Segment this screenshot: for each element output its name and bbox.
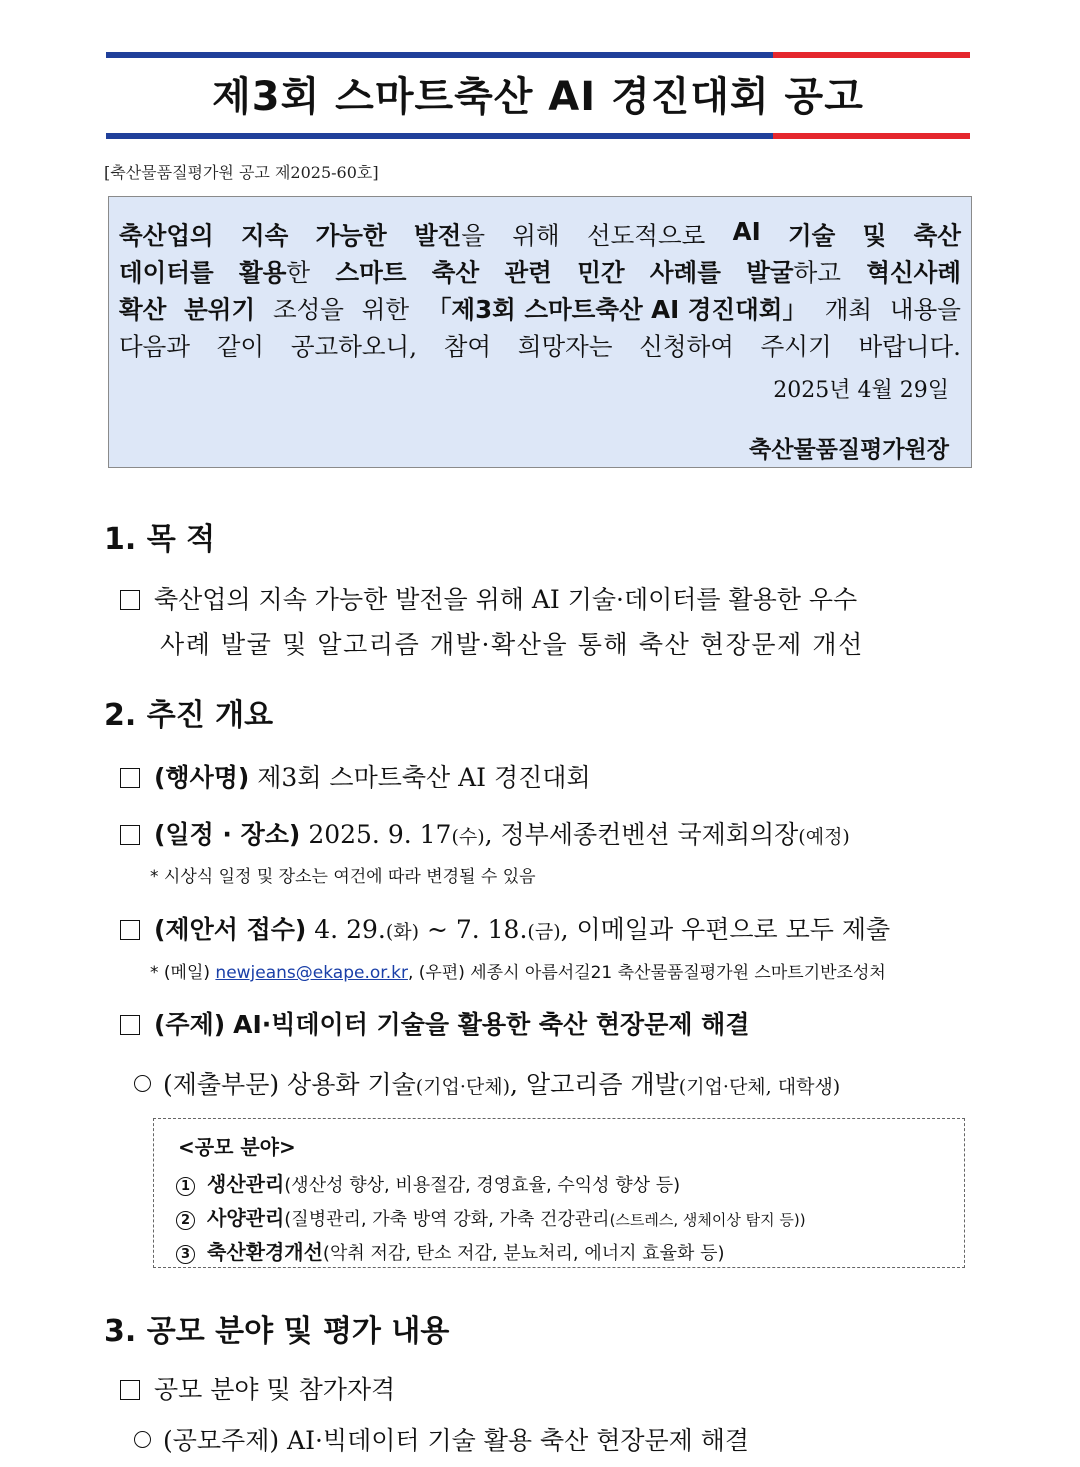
circled-number-icon: 1 xyxy=(176,1177,195,1196)
section-2-heading: 2. 추진 개요 xyxy=(104,698,274,733)
category-item: (제출부문) 상용화 기술(기업·단체), 알고리즘 개발(기업·단체, 대학생) xyxy=(134,1065,840,1101)
intro-line-2: 데이터를 활용한 스마트 축산 관련 민간 사례를 발굴하고 혁신사례 xyxy=(119,258,961,287)
title-bar-top xyxy=(106,52,970,58)
event-name-item: (행사명) 제3회 스마트축산 AI 경진대회 xyxy=(120,758,591,794)
intro-line-1: 축산업의 지속 가능한 발전을 위해 선도적으로 AI 기술 및 축산 xyxy=(119,217,961,250)
checkbox-icon xyxy=(120,1015,140,1035)
section-1-line-2: 사례 발굴 및 알고리즘 개발·확산을 통해 축산 현장문제 개선 xyxy=(160,630,864,659)
field-item-feeding: 2 사양관리(질병관리, 가축 방역 강화, 가축 건강관리(스트레스, 생체이상 탐지 등)) xyxy=(176,1202,806,1231)
section-3-line-2: (공모주제) AI·빅데이터 기술 활용 축산 현장문제 해결 xyxy=(134,1421,749,1457)
section-3-line-1: 공모 분야 및 참가자격 xyxy=(120,1370,395,1406)
notice-number: [축산물품질평가원 공고 제2025-60호] xyxy=(104,163,379,182)
checkbox-icon xyxy=(120,1380,140,1400)
circled-number-icon: 2 xyxy=(176,1211,195,1230)
title-bar-blue xyxy=(106,133,773,139)
intro-line-4: 다음과 같이 공고하오니, 참여 희망자는 신청하여 주시기 바랍니다. xyxy=(119,332,961,361)
field-item-environment: 3 축산환경개선(악취 저감, 탄소 저감, 분뇨처리, 에너지 효율화 등) xyxy=(176,1236,725,1265)
checkbox-icon xyxy=(120,768,140,788)
checkbox-icon xyxy=(120,920,140,940)
contact-email-link[interactable]: newjeans@ekape.or.kr xyxy=(215,963,408,983)
title-bar-red xyxy=(773,52,970,58)
submission-item: (제안서 접수) 4. 29.(화) ~ 7. 18.(금), 이메일과 우편으로 모두 제출 xyxy=(120,910,890,946)
issuing-organization: 축산물품질평가원장 xyxy=(749,437,949,463)
topic-item: (주제) AI·빅데이터 기술을 활용한 축산 현장문제 해결 xyxy=(120,1005,749,1041)
title-bar-red xyxy=(773,133,970,139)
checkbox-icon xyxy=(120,825,140,845)
submission-note: * (메일) newjeans@ekape.or.kr, (우편) 세종시 아름서길21 축산물품질평가원 스마트기반조성처 xyxy=(150,963,886,983)
schedule-note: * 시상식 일정 및 장소는 여건에 따라 변경될 수 있음 xyxy=(150,867,536,887)
title-bar-bottom xyxy=(106,133,970,139)
section-1-heading: 1. 목 적 xyxy=(104,522,216,557)
intro-box xyxy=(108,196,972,468)
circled-number-icon: 3 xyxy=(176,1245,195,1264)
checkbox-icon xyxy=(120,590,140,610)
announcement-date: 2025년 4월 29일 xyxy=(773,378,949,403)
field-item-production: 1 생산관리(생산성 향상, 비용절감, 경영효율, 수익성 향상 등) xyxy=(176,1168,680,1197)
section-1-line-1: 축산업의 지속 가능한 발전을 위해 AI 기술·데이터를 활용한 우수 xyxy=(120,580,857,616)
contest-fields-title: <공모 분야> xyxy=(178,1135,296,1159)
title-bar-blue xyxy=(106,52,773,58)
schedule-item: (일정 · 장소) 2025. 9. 17(수), 정부세종컨벤션 국제회의장(예정) xyxy=(120,815,850,851)
intro-line-3: 확산 분위기 조성을 위한 「제3회 스마트축산 AI 경진대회」 개최 내용을 xyxy=(119,295,961,324)
contest-fields-box xyxy=(153,1118,965,1268)
section-3-heading: 3. 공모 분야 및 평가 내용 xyxy=(104,1314,450,1349)
page-title: 제3회 스마트축산 AI 경진대회 공고 xyxy=(212,74,864,120)
circle-bullet-icon xyxy=(134,1075,151,1092)
circle-bullet-icon xyxy=(134,1431,151,1448)
